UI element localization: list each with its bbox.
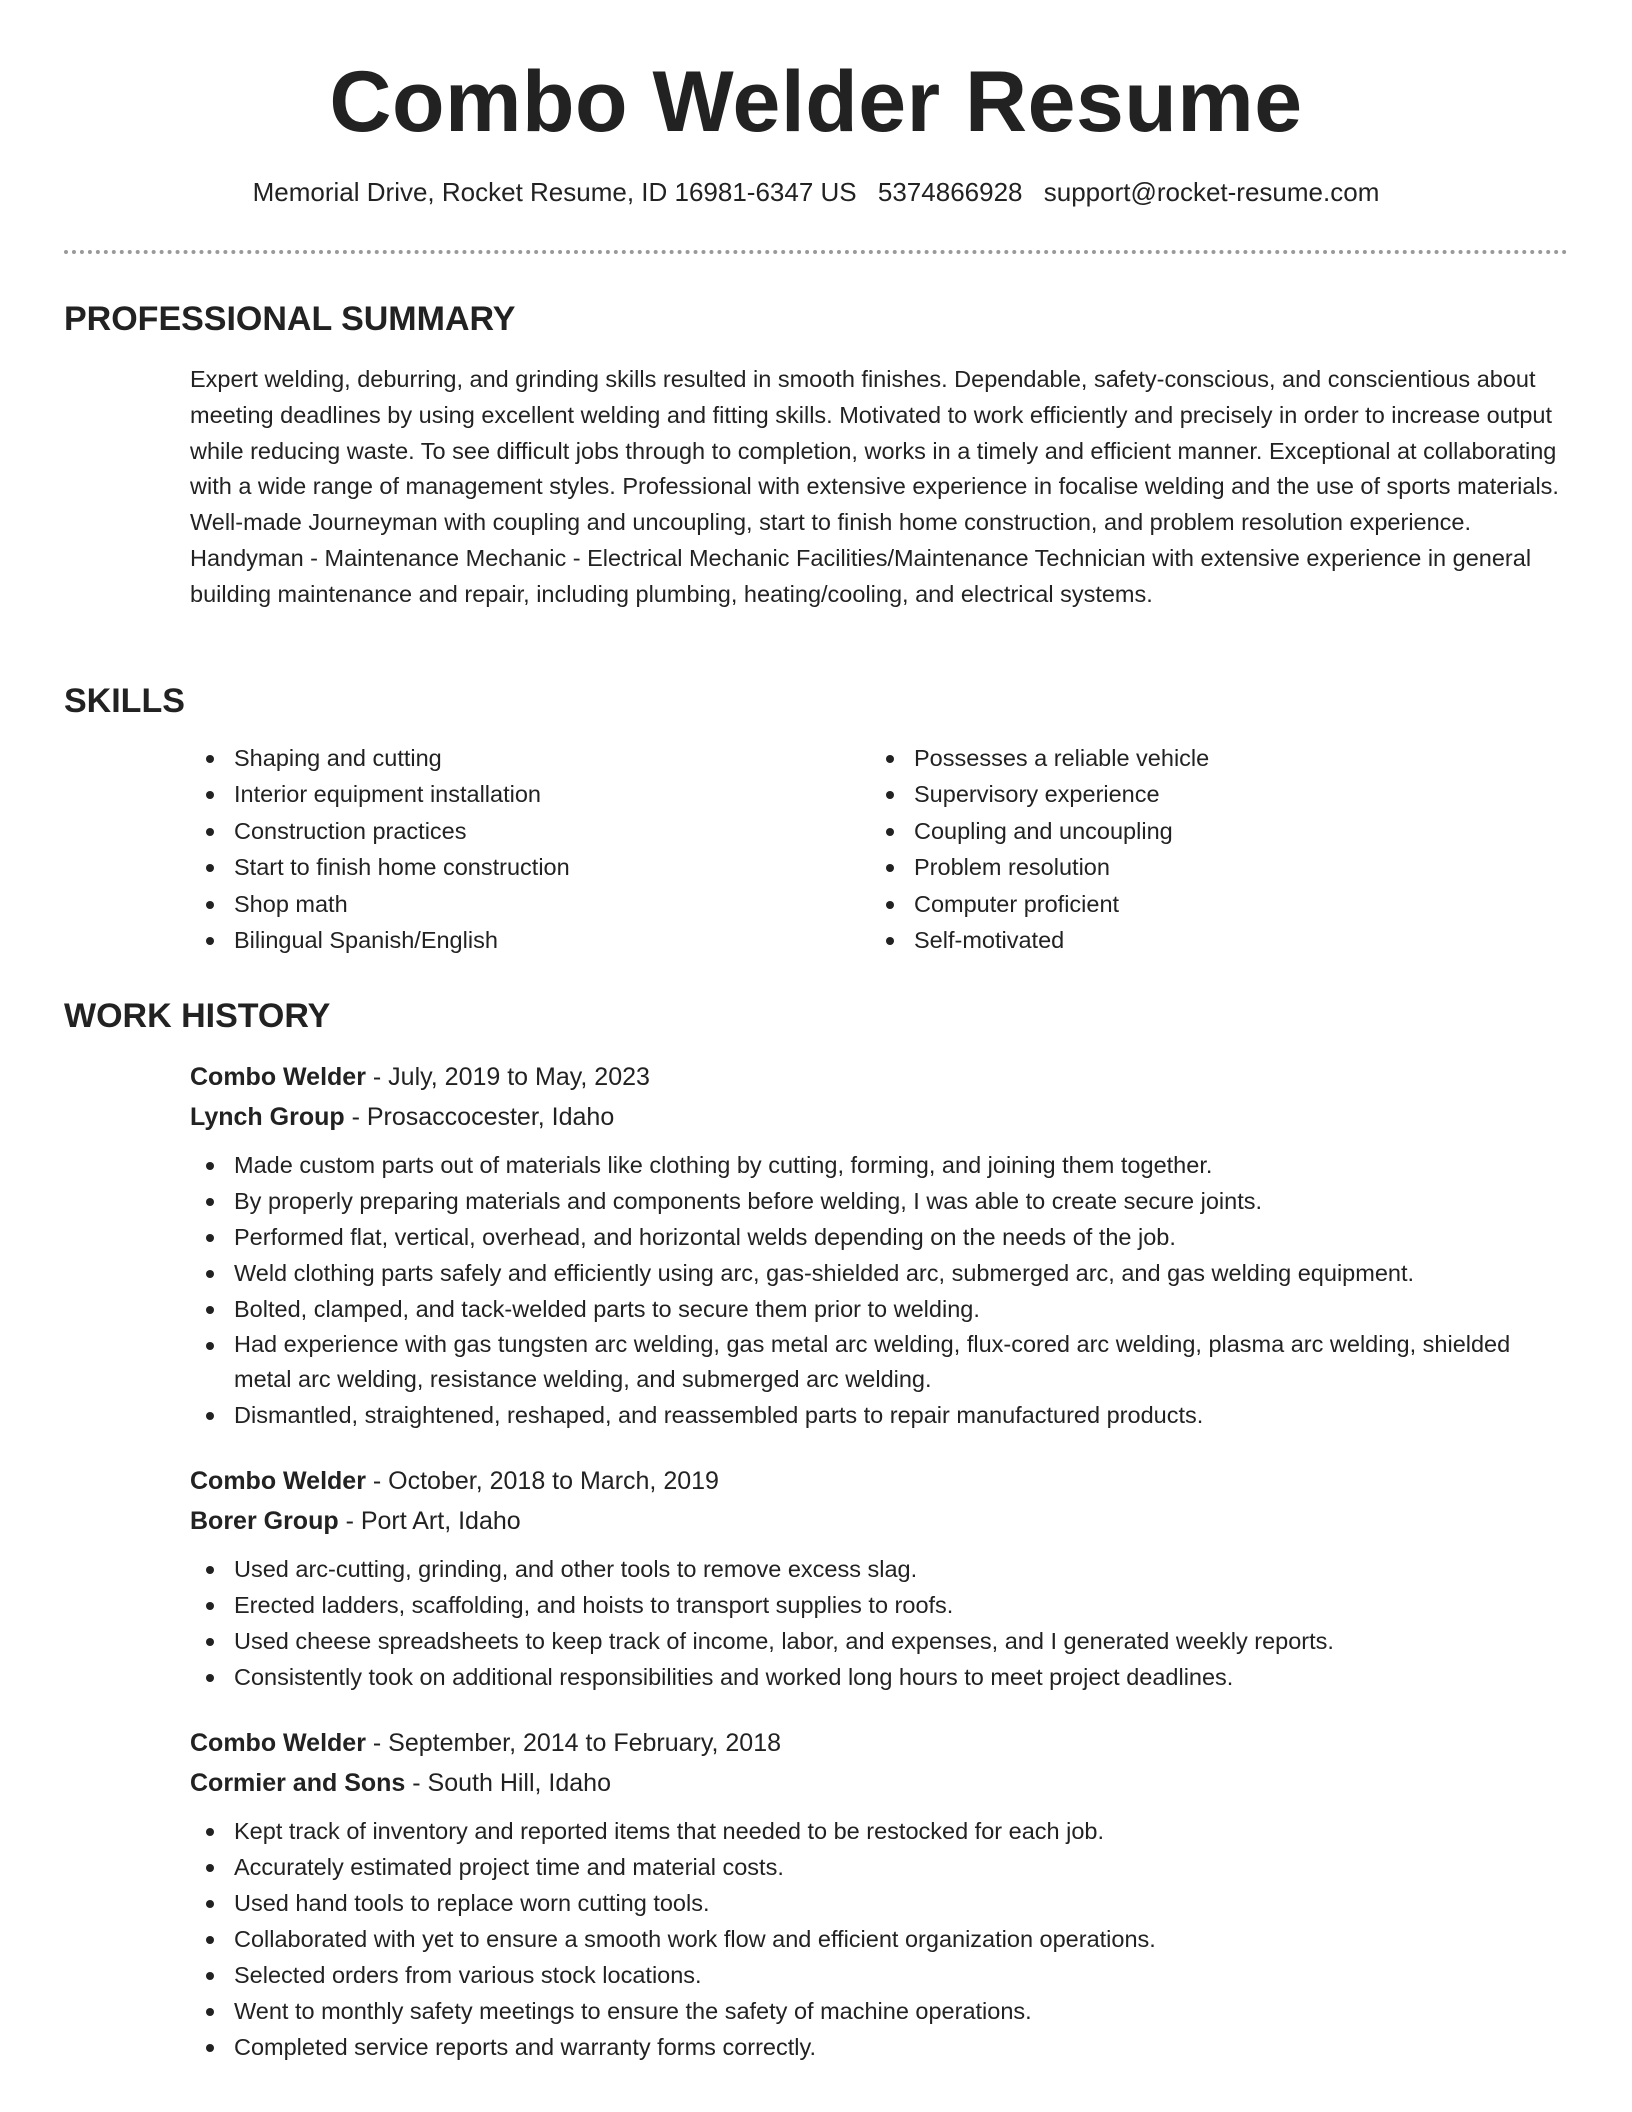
contact-address: Memorial Drive, Rocket Resume, ID 16981-6347 US xyxy=(252,177,857,207)
skills-column-right xyxy=(870,740,1550,958)
contact-email: support@rocket-resume.com xyxy=(1043,177,1380,207)
job-duties-list xyxy=(190,1813,1568,2065)
work-history-section xyxy=(64,995,1568,2065)
job-entry xyxy=(190,1461,1568,1695)
skill-item: Shop math xyxy=(190,886,870,922)
job-company: Cormier and Sons xyxy=(190,1769,406,1797)
skills-section xyxy=(64,680,1568,958)
skill-item: Shaping and cutting xyxy=(190,740,870,776)
job-duties-list xyxy=(190,1147,1568,1433)
job-duty: Selected orders from various stock locations. xyxy=(190,1957,1568,1993)
job-duty: Had experience with gas tungsten arc welding, gas metal arc welding, flux-cored arc welding, plasma arc welding, shielded metal arc welding, resistance welding, and submerged arc welding. xyxy=(190,1327,1568,1397)
summary-heading: PROFESSIONAL SUMMARY xyxy=(64,300,516,338)
skill-item: Possesses a reliable vehicle xyxy=(870,740,1550,776)
job-duty: By properly preparing materials and components before welding, I was able to create secure joints. xyxy=(190,1183,1568,1219)
job-location: - Prosaccocester, Idaho xyxy=(344,1103,615,1131)
skill-item: Self-motivated xyxy=(870,922,1550,958)
job-duty: Erected ladders, scaffolding, and hoists to transport supplies to roofs. xyxy=(190,1587,1568,1623)
job-title: Combo Welder xyxy=(190,1729,366,1757)
job-company: Borer Group xyxy=(190,1507,339,1535)
skills-list-right xyxy=(870,740,1550,958)
job-duties-list xyxy=(190,1551,1568,1695)
job-location: - South Hill, Idaho xyxy=(405,1769,611,1797)
skill-item: Start to finish home construction xyxy=(190,849,870,885)
job-duty: Went to monthly safety meetings to ensure the safety of machine operations. xyxy=(190,1993,1568,2029)
job-title-line xyxy=(190,1461,1568,1501)
job-dates: - July, 2019 to May, 2023 xyxy=(365,1063,650,1091)
summary-text: Expert welding, deburring, and grinding skills resulted in smooth finishes. Dependable, safety-conscious, and conscientious about meeting deadlines by using excellent welding and fitting skills. Motivated to work efficiently and precisely in order to increase output while reducing waste. To see difficult jobs through to completion, works in a timely and efficient manner. Exceptional at collaborating with a wide range of management styles. Professional with extensive experience in focalise welding and the use of sports materials. Well-made Journeyman with coupling and uncoupling, start to finish home construction, and problem resolution experience. Handyman - Maintenance Mechanic - Electrical Mechanic Facilities/Maintenance Technician with extensive experience in general building maintenance and repair, including plumbing, heating/cooling, and electrical systems. xyxy=(190,366,1559,607)
job-duty: Dismantled, straightened, reshaped, and reassembled parts to repair manufactured products. xyxy=(190,1397,1568,1433)
skills-heading: SKILLS xyxy=(64,682,185,720)
skill-item: Supervisory experience xyxy=(870,776,1550,812)
job-location: - Port Art, Idaho xyxy=(338,1507,521,1535)
job-dates: - October, 2018 to March, 2019 xyxy=(365,1467,719,1495)
job-company: Lynch Group xyxy=(190,1103,345,1131)
job-title-line xyxy=(190,1057,1568,1097)
job-company-line xyxy=(190,1501,1568,1541)
job-dates: - September, 2014 to February, 2018 xyxy=(365,1729,782,1757)
skill-item: Bilingual Spanish/English xyxy=(190,922,870,958)
job-company-line xyxy=(190,1763,1568,1803)
job-duty: Kept track of inventory and reported items that needed to be restocked for each job. xyxy=(190,1813,1568,1849)
contact-phone: 5374866928 xyxy=(877,177,1023,207)
job-duty: Used hand tools to replace worn cutting tools. xyxy=(190,1885,1568,1921)
skill-item: Computer proficient xyxy=(870,886,1550,922)
resume-title: Combo Welder Resume xyxy=(329,54,1303,150)
job-duty: Completed service reports and warranty forms correctly. xyxy=(190,2029,1568,2065)
job-duty: Collaborated with yet to ensure a smooth work flow and efficient organization operations. xyxy=(190,1921,1568,1957)
skill-item: Coupling and uncoupling xyxy=(870,813,1550,849)
job-entry xyxy=(190,1723,1568,2065)
skills-list-left xyxy=(190,740,870,958)
skills-column-left xyxy=(190,740,870,958)
job-title: Combo Welder xyxy=(190,1063,366,1091)
work-history-heading: WORK HISTORY xyxy=(64,997,331,1035)
job-duty: Weld clothing parts safely and efficiently using arc, gas-shielded arc, submerged arc, and gas welding equipment. xyxy=(190,1255,1568,1291)
job-title-line xyxy=(190,1723,1568,1763)
summary-section xyxy=(64,298,1568,613)
job-company-line xyxy=(190,1097,1568,1137)
job-title: Combo Welder xyxy=(190,1467,366,1495)
skills-columns xyxy=(190,740,1568,958)
header-divider xyxy=(64,250,1568,254)
resume-header xyxy=(0,0,1632,210)
skill-item: Problem resolution xyxy=(870,849,1550,885)
skill-item: Construction practices xyxy=(190,813,870,849)
job-duty: Consistently took on additional responsibilities and worked long hours to meet project deadlines. xyxy=(190,1659,1568,1695)
job-entry xyxy=(190,1057,1568,1433)
skill-item: Interior equipment installation xyxy=(190,776,870,812)
job-duty: Performed flat, vertical, overhead, and horizontal welds depending on the needs of the job. xyxy=(190,1219,1568,1255)
job-duty: Accurately estimated project time and material costs. xyxy=(190,1849,1568,1885)
contact-line xyxy=(0,174,1632,210)
job-duty: Used arc-cutting, grinding, and other tools to remove excess slag. xyxy=(190,1551,1568,1587)
job-duty: Bolted, clamped, and tack-welded parts to secure them prior to welding. xyxy=(190,1291,1568,1327)
job-duty: Used cheese spreadsheets to keep track of income, labor, and expenses, and I generated weekly reports. xyxy=(190,1623,1568,1659)
job-duty: Made custom parts out of materials like clothing by cutting, forming, and joining them together. xyxy=(190,1147,1568,1183)
